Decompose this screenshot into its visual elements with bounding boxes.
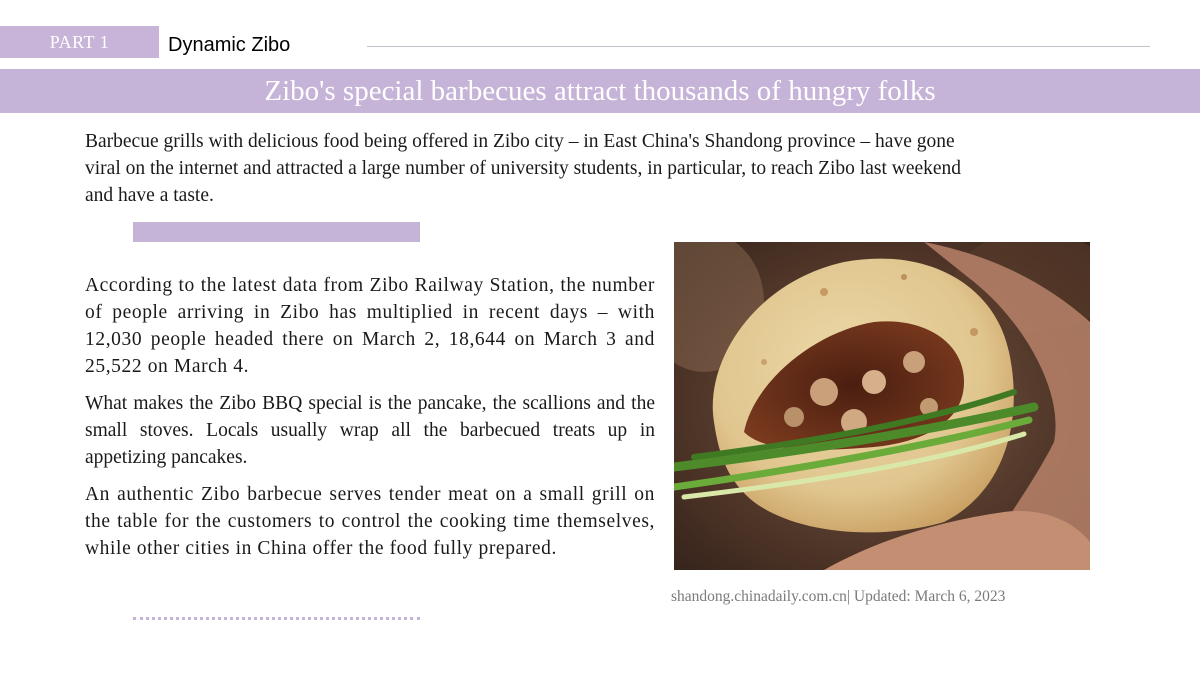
body-paragraph-pancake: What makes the Zibo BBQ special is the pancake, the scallions and the small stoves. Locals usually wrap all the barbecued treats up in appetizing pancakes.	[85, 393, 655, 468]
body-paragraph-railway: According to the latest data from Zibo Railway Station, the number of people arriving in Zibo has multiplied in recent days – with 12,030 people headed there on March 2, 18,644 on March 3 and 25,522 on March 4.	[85, 275, 655, 377]
section-title: Dynamic Zibo	[168, 34, 291, 56]
intro-paragraph: Barbecue grills with delicious food being offered in Zibo city – in East China's Shandong province – have gone viral on the internet and attracted a large number of university students, in particular, to reach Zibo last weekend and have a taste.	[85, 131, 962, 206]
part-label-tag	[0, 26, 159, 58]
title-banner	[0, 69, 1200, 113]
bbq-pancake-photo	[674, 242, 1090, 570]
accent-bar	[133, 222, 420, 242]
slide-title: Zibo's special barbecues attract thousands of hungry folks	[264, 75, 936, 107]
dotted-divider	[133, 617, 420, 620]
header-divider	[367, 46, 1150, 47]
body-paragraph-grill: An authentic Zibo barbecue serves tender meat on a small grill on the table for the customers to control the cooking time themselves, while other cities in China offer the food fully prepared.	[85, 484, 655, 559]
body-text-column	[85, 272, 655, 572]
part-label: PART 1	[49, 31, 110, 52]
photo-caption: shandong.chinadaily.com.cn| Updated: March 6, 2023	[671, 588, 1006, 605]
